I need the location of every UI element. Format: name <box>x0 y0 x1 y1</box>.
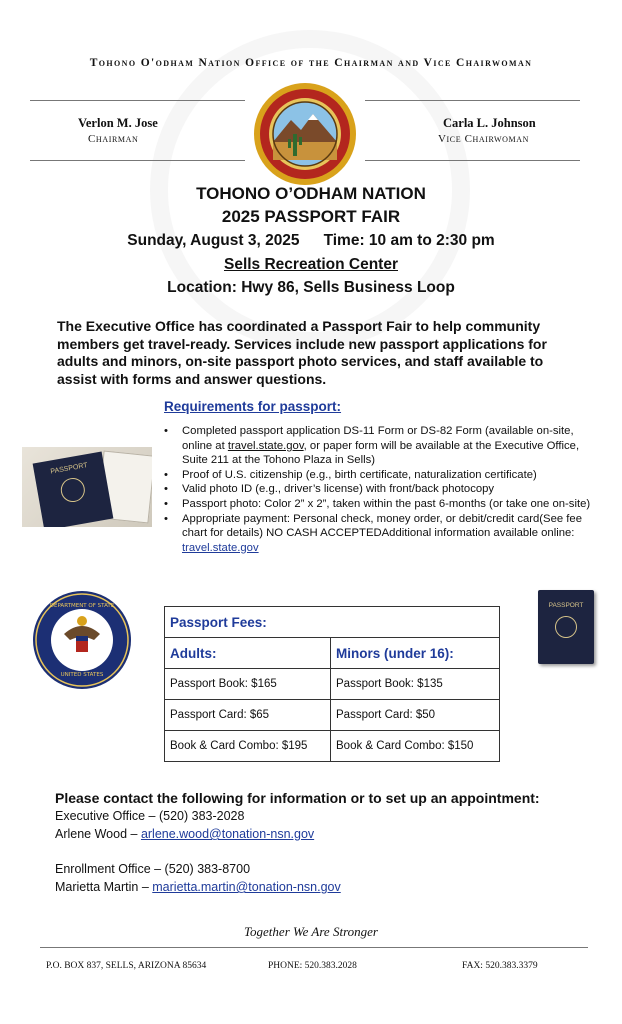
requirement-item: • Appropriate payment: Personal check, money order, or debit/credit card(See fee chart for details) NO CASH ACCEPTEDAdditional information available online: travel.state.gov <box>182 512 592 556</box>
header-rule-right-top <box>365 100 580 101</box>
vice-chairwoman-name: Carla L. Johnson <box>443 116 536 130</box>
svg-text:UNITED STATES: UNITED STATES <box>60 672 104 678</box>
event-time: Time: 10 am to 2:30 pm <box>323 232 495 249</box>
event-date: Sunday, August 3, 2025 <box>127 232 300 249</box>
executive-contact: Arlene Wood – arlene.wood@tonation-nsn.gov <box>55 827 315 841</box>
header-rule-left-bottom <box>30 160 245 161</box>
tagline: Together We Are Stronger <box>244 924 378 939</box>
passport-book-icon: PASSPORT <box>33 451 114 527</box>
intro-paragraph: The Executive Office has coordinated a Passport Fair to help community members get travel-ready. Services include new passport applications for adults and minors, on-site passport photo services, and staff available to assist with forms and answer questions. <box>57 318 547 387</box>
minor-fee: Book & Card Combo: $150 <box>331 731 500 762</box>
footer-address: P.O. BOX 837, SELLS, ARIZONA 85634 <box>46 961 207 971</box>
venue-line <box>0 256 622 274</box>
office-title: Tohono O'odham Nation Office of the Chairman and Vice Chairwoman <box>89 57 533 69</box>
passport-photo-right: PASSPORT <box>538 590 594 664</box>
adult-fee: Passport Book: $165 <box>165 669 331 700</box>
requirement-item: • Passport photo: Color 2” x 2”, taken within the past 6-months (or take one on-site) <box>182 497 592 512</box>
table-row <box>165 700 500 731</box>
requirement-item: • Proof of U.S. citizenship (e.g., birth certificate, naturalization certificate) <box>182 468 592 483</box>
footer-fax: FAX: 520.383.3379 <box>462 961 538 971</box>
fair-title: 2025 PASSPORT FAIR <box>221 207 401 226</box>
vice-chairwoman-title: Vice Chairwoman <box>438 133 530 145</box>
adult-fee: Book & Card Combo: $195 <box>165 731 331 762</box>
travel-state-link-2[interactable]: travel.state.gov <box>182 541 259 554</box>
passport-photo-left <box>22 447 152 527</box>
adult-fee: Passport Card: $65 <box>165 700 331 731</box>
footer-rule <box>40 947 588 948</box>
enrollment-email-link[interactable]: marietta.martin@tonation-nsn.gov <box>152 880 341 894</box>
table-row <box>165 669 500 700</box>
svg-text:DEPARTMENT OF STATE: DEPARTMENT OF STATE <box>49 603 115 609</box>
chairman-name: Verlon M. Jose <box>78 116 158 130</box>
contact-title: Please contact the following for information or to set up an appointment: <box>55 790 540 806</box>
footer-phone: PHONE: 520.383.2028 <box>268 961 357 971</box>
minor-fee: Passport Card: $50 <box>331 700 500 731</box>
state-department-seal-icon <box>32 590 132 690</box>
table-row <box>165 731 500 762</box>
adults-header: Adults: <box>165 638 331 669</box>
enrollment-office-phone: Enrollment Office – (520) 383-8700 <box>55 862 251 876</box>
event-location: Location: Hwy 86, Sells Business Loop <box>167 279 455 296</box>
executive-office-phone: Executive Office – (520) 383-2028 <box>55 809 245 823</box>
executive-email-link[interactable]: arlene.wood@tonation-nsn.gov <box>140 827 315 841</box>
nation-heading: TOHONO O’ODHAM NATION <box>196 184 426 203</box>
requirements-title: Requirements for passport: <box>164 399 342 414</box>
fees-title: Passport Fees: <box>165 607 500 638</box>
event-venue: Sells Recreation Center <box>223 256 398 273</box>
header-rule-left-top <box>30 100 245 101</box>
travel-state-link[interactable]: travel.state.gov <box>227 439 304 452</box>
requirement-item: • Valid photo ID (e.g., driver’s license) with front/back photocopy <box>182 482 592 497</box>
chairman-title: Chairman <box>88 133 139 145</box>
minor-fee: Passport Book: $135 <box>331 669 500 700</box>
header-rule-right-bottom <box>365 160 580 161</box>
nation-seal-logo <box>253 82 357 186</box>
requirements-list <box>164 424 592 555</box>
date-time-line <box>0 232 622 250</box>
enrollment-contact: Marietta Martin – marietta.martin@tonation-nsn.gov <box>55 880 341 894</box>
eagle-emblem-icon <box>555 616 577 638</box>
requirement-item: • Completed passport application DS-11 Form or DS-82 Form (available on-site, online at travel.state.gov, or paper form will be available at the Executive Office, Suite 211 at the Tohono Plaza in Sells) <box>182 424 592 468</box>
minors-header: Minors (under 16): <box>331 638 500 669</box>
passport-fees-table <box>164 606 500 762</box>
